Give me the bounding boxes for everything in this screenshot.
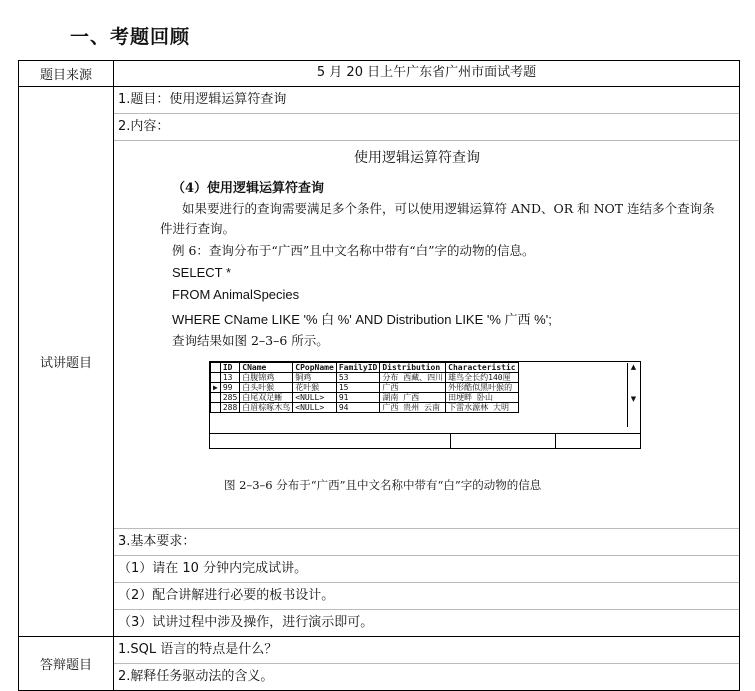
exam-table [18,60,740,691]
lecture-topic: 1.题目：使用逻辑运算符查询 [114,87,739,114]
figure-caption: 图 2–3–6 分布于“广西”且中文名称中带有“白”字的动物的信息 [224,478,542,492]
grid-status-bar [210,433,640,448]
doc-result-text: 查询结果如图 2–3–6 所示。 [172,333,329,348]
grid-row-marker [211,403,221,413]
grid-cell: 白眉棕啄木鸟 [240,403,293,413]
grid-cell: 53 [336,373,380,383]
grid-cell: 花叶猴 [293,383,337,393]
doc-heading: 使用逻辑运算符查询 [354,150,480,166]
grid-cell: 湖南 广西 [380,393,446,403]
grid-row [211,393,519,403]
requirement-item: （1）请在 10 分钟内完成试讲。 [114,556,739,583]
grid-cell: 白头叶猴 [240,383,293,393]
requirements-label: 3.基本要求： [114,529,739,556]
section-title: 一、考题回顾 [70,26,191,48]
grid-header-cell: Distribution [380,363,446,373]
doc-example: 例 6：查询分布于“广西”且中文名称中带有“白”字的动物的信息。 [172,243,535,258]
grid-cell: 99 [220,383,239,393]
grid-header-row [211,363,519,373]
grid-header-cell: CPopName [293,363,337,373]
grid-row-marker [211,363,221,373]
defense-cell [114,637,740,691]
grid-cell: 白尾双足蜥 [240,393,293,403]
grid-cell: 94 [336,403,380,413]
requirement-item: （2）配合讲解进行必要的板书设计。 [114,583,739,610]
doc-sub-heading: （4）使用逻辑运算符查询 [172,181,325,196]
content-label: 2.内容： [114,114,739,141]
grid-cell: 288 [220,403,239,413]
grid-row-marker [211,373,221,383]
defense-question: 1.SQL 语言的特点是什么？ [114,637,739,664]
grid-cell: 雄鸟全长约140厘 [446,373,518,383]
lecture-label: 试讲题目 [19,87,114,637]
grid-cell: 广西 [380,383,446,393]
textbook-excerpt [114,141,739,529]
lecture-row [19,87,740,637]
grid-cell: <NULL> [293,393,337,403]
source-label: 题目来源 [19,61,114,87]
grid-cell: <NULL> [293,403,337,413]
grid-row-marker-current: ▶ [211,383,221,393]
grid-cell: 15 [336,383,380,393]
requirement-item: （3）试讲过程中涉及操作，进行演示即可。 [118,615,374,630]
grid-header-cell: Characteristic [446,363,518,373]
source-value: 5 月 20 日上午广东省广州市面试考题 [114,61,740,87]
sql-line: SELECT * [172,265,232,280]
grid-row [211,373,519,383]
grid-header-cell: CName [240,363,293,373]
grid-header-cell: FamilyID [336,363,380,373]
result-table [210,362,519,413]
defense-question: 2.解释任务驱动法的含义。 [118,669,274,684]
query-result-grid [209,361,641,449]
grid-row-marker [211,393,221,403]
grid-cell: 91 [336,393,380,403]
grid-cell: 分布 西藏、四川 [380,373,446,383]
grid-cell: 铜鸡 [293,373,337,383]
grid-cell: 13 [220,373,239,383]
doc-paragraph: 如果要进行的查询需要满足多个条件，可以使用逻辑运算符 AND、OR 和 NOT 连结多个查询条件进行查询。 [160,201,715,236]
sql-line: FROM AnimalSpecies [172,287,300,302]
sql-line: WHERE CName LIKE '% 白 %' AND Distribution LIKE '% 广西 %'; [172,312,552,327]
grid-cell: 285 [220,393,239,403]
grid-cell: 外形酷似黑叶猴的 [446,383,518,393]
source-row [19,61,740,87]
grid-cell: 白腹锦鸡 [240,373,293,383]
grid-cell: 广西 贵州 云南 [380,403,446,413]
defense-label: 答辩题目 [19,637,114,691]
grid-cell: 下雷水源林 大明 [446,403,518,413]
grid-row [211,383,519,393]
grid-header-cell: ID [220,363,239,373]
grid-cell: 田埂畔 卧山 [446,393,518,403]
grid-row [211,403,519,413]
grid-scrollbar: ▲ ▼ [627,363,639,427]
lecture-cell [114,87,740,637]
defense-row [19,637,740,691]
